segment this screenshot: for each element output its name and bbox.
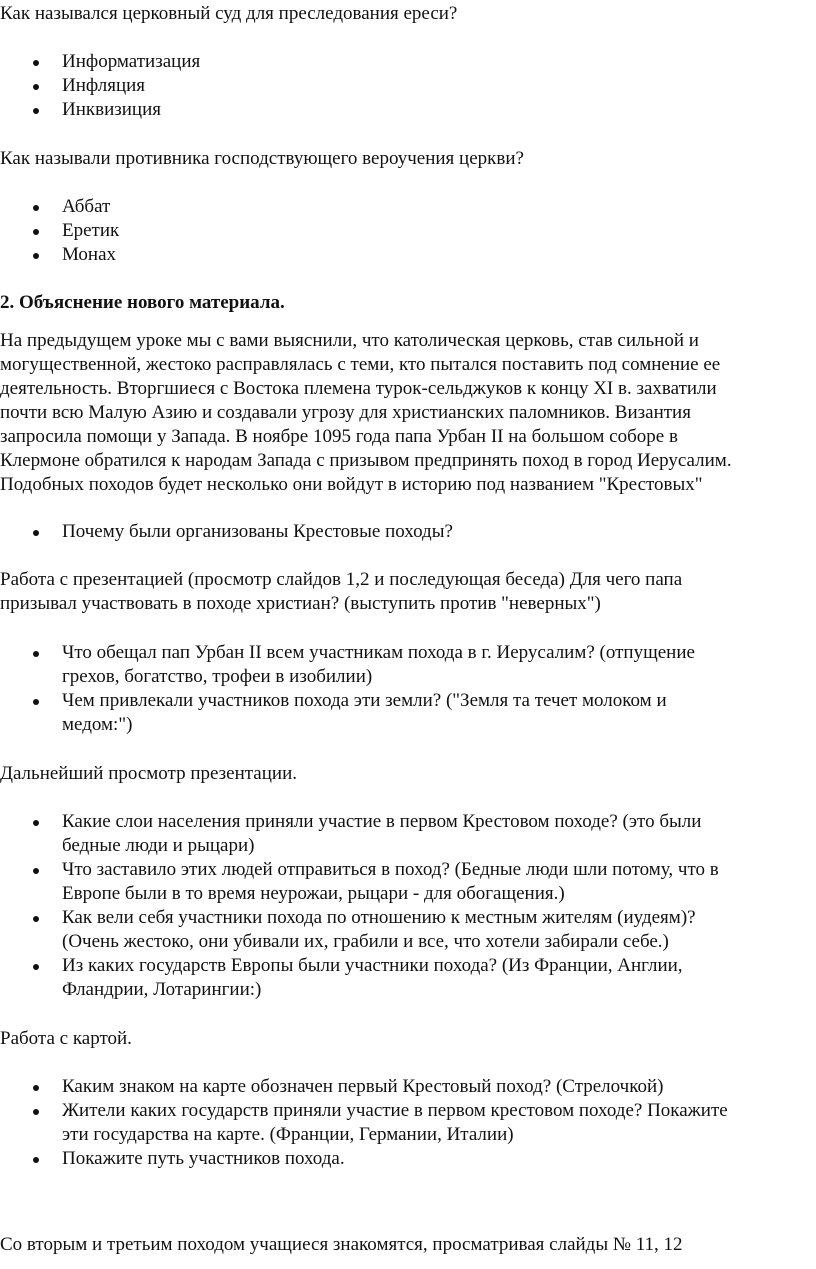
question-1-options <box>0 50 780 122</box>
bullet-icon <box>33 253 39 259</box>
final-line: Со вторым и третьим походом учащиеся знакомятся, просматривая слайды № 11, 12 <box>0 1234 683 1255</box>
question-2: Как называли противника господствующего вероучения церкви? <box>0 148 524 169</box>
list-item: Как вели себя участники похода по отношению к местным жителям (иудеям)? (Очень жестоко, они убивали их, грабили и все, что хотели забирали себе.) <box>0 906 780 954</box>
list-item: Жители каких государств приняли участие в первом крестовом походе? Покажите эти государства на карте. (Франции, Германии, Италии) <box>0 1099 780 1147</box>
question-2-options <box>0 195 780 267</box>
list-item: Еретик <box>0 219 780 243</box>
bullet-icon <box>33 1085 39 1091</box>
bullet-icon <box>33 84 39 90</box>
list-item: Что заставило этих людей отправиться в поход? (Бедные люди шли потому, что в Европе были в то время неурожаи, рыцари - для обогащения.) <box>0 858 780 906</box>
list-item: Аббат <box>0 195 780 219</box>
list-item: Каким знаком на карте обозначен первый Крестовый поход? (Стрелочкой) <box>0 1075 780 1099</box>
bullet-icon <box>33 868 39 874</box>
bullet-icon <box>33 530 39 536</box>
list-item: Монах <box>0 243 780 267</box>
list-item: Какие слои населения приняли участие в первом Крестовом походе? (это были бедные люди и рыцари) <box>0 810 780 858</box>
list-item: Почему были организованы Крестовые походы? <box>0 520 780 544</box>
bullet-icon <box>33 699 39 705</box>
list-item: Инфляция <box>0 74 780 98</box>
bullet-icon <box>33 1109 39 1115</box>
bullet-icon <box>33 1157 39 1163</box>
bullet-icon <box>33 820 39 826</box>
further-view-text: Дальнейший просмотр презентации. <box>0 763 297 784</box>
bullet-icon <box>33 651 39 657</box>
urban-questions-list <box>0 641 780 737</box>
crusades-question-list <box>0 520 780 544</box>
bullet-icon <box>33 60 39 66</box>
list-item: Из каких государств Европы были участники похода? (Из Франции, Англии, Фландрии, Лотарингии:) <box>0 954 780 1002</box>
intro-paragraph: На предыдущем уроке мы с вами выяснили, что католическая церковь, став сильной и могущественной, жестоко расправлялась с теми, кто пытался поставить под сомнение ее деятельность. Вторгшиеся с Востока племена турок-сельджуков к концу XI в. захватили почти всю Малую Азию и создавали угрозу для христианских паломников. Византия запросила помощи у Запада. В ноябре 1095 года папа Урбан II на большом соборе в Клермоне обратился к народам Запада с призывом предпринять поход в город Иерусалим. Подобных походов будет несколько они войдут в историю под названием "Крестовых" <box>0 330 732 495</box>
list-item: Инквизиция <box>0 98 780 122</box>
bullet-icon <box>33 205 39 211</box>
list-item: Чем привлекали участников похода эти земли? ("Земля та течет молоком и медом:") <box>0 689 780 737</box>
bullet-icon <box>33 964 39 970</box>
list-item: Что обещал пап Урбан II всем участникам похода в г. Иерусалим? (отпущение грехов, богатство, трофеи в изобилии) <box>0 641 780 689</box>
bullet-icon <box>33 916 39 922</box>
bullet-icon <box>33 229 39 235</box>
question-1: Как назывался церковный суд для преследования ереси? <box>0 3 458 24</box>
bullet-icon <box>33 108 39 114</box>
map-work-text: Работа с картой. <box>0 1028 132 1049</box>
list-item: Покажите путь участников похода. <box>0 1147 780 1171</box>
map-questions-list <box>0 1075 780 1171</box>
presentation-paragraph: Работа с презентацией (просмотр слайдов 1,2 и последующая беседа) Для чего папа призывал участвовать в походе христиан? (выступить против "неверных") <box>0 569 683 614</box>
list-item: Информатизация <box>0 50 780 74</box>
first-crusade-questions-list <box>0 810 780 1002</box>
section-title: 2. Объяснение нового материала. <box>0 292 285 313</box>
